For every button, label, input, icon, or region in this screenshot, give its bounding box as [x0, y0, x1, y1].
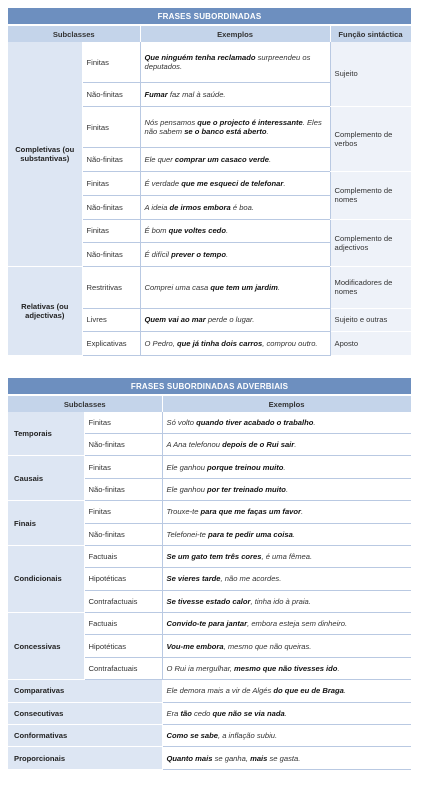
header-exemplos: Exemplos	[162, 395, 411, 412]
group-proporcionais: Proporcionais	[8, 747, 162, 770]
subclass-cell: Finitas	[82, 219, 140, 243]
subordinate-clause: tão	[180, 708, 192, 718]
example-cell	[140, 243, 330, 267]
sentence-text: , tinha ido à praia.	[250, 596, 311, 606]
group-conformativas: Conformativas	[8, 725, 162, 747]
sentence-text: É bom	[144, 226, 169, 236]
sentence-text: Ele demora mais a vir de Algés	[166, 686, 274, 696]
header-exemplos: Exemplos	[140, 25, 330, 42]
sentence-text: O Pedro,	[144, 339, 177, 349]
example-cell	[140, 332, 330, 356]
subclass-cell: Contrafactuais	[84, 657, 162, 679]
function-cell: Aposto	[330, 332, 411, 356]
subordinate-clause: depois de o Rui sair	[222, 440, 295, 450]
example-cell	[162, 657, 411, 679]
function-cell: Complemento de adjectivos	[330, 219, 411, 266]
example-cell	[162, 747, 411, 770]
subordinate-clause: Fumar	[144, 89, 168, 99]
sentence-text: A ideia	[144, 202, 170, 212]
sentence-text: faz mal à saúde.	[167, 89, 226, 99]
subordinate-clause: Se tivesse estado calor	[166, 596, 251, 606]
subordinate-clause: por ter treinado muito	[207, 484, 286, 494]
example-cell	[140, 195, 330, 219]
subclass-cell: Finitas	[82, 172, 140, 196]
subordinate-clause: que não se via nada	[212, 708, 285, 718]
subclass-cell: Contrafactuais	[84, 590, 162, 612]
example-cell	[162, 478, 411, 500]
group-consecutivas: Consecutivas	[8, 702, 162, 724]
header-subclasses: Subclasses	[8, 395, 162, 412]
example-cell	[140, 148, 330, 172]
function-cell: Sujeito e outras	[330, 308, 411, 332]
group-temporais: Temporais	[8, 412, 84, 456]
sentence-text: , é uma fêmea.	[261, 552, 313, 562]
sentence-text: Comprei uma casa	[144, 282, 211, 292]
group-condicionais: Condicionais	[8, 545, 84, 612]
subordinate-clause: Quem vai ao mar	[144, 315, 206, 325]
example-cell	[162, 568, 411, 590]
subclass-cell: Hipotéticas	[84, 635, 162, 657]
subordinate-clause: Vou-me embora	[166, 641, 224, 651]
subclass-cell: Finitas	[84, 456, 162, 478]
sentence-text: É difícil	[144, 250, 172, 260]
subclass-cell: Hipotéticas	[84, 568, 162, 590]
function-cell: Sujeito	[330, 42, 411, 106]
subordinate-clause: que voltes cedo	[168, 226, 226, 236]
sentence-text: é boa.	[230, 202, 254, 212]
example-cell	[162, 590, 411, 612]
subclass-cell: Factuais	[84, 545, 162, 567]
subclass-cell: Restritivas	[82, 266, 140, 308]
subordinate-clause: que já tinha dois carros	[177, 339, 263, 349]
sentence-text: .	[277, 282, 280, 292]
function-cell: Complemento de verbos	[330, 106, 411, 171]
subclass-cell: Não-finitas	[84, 478, 162, 500]
sentence-text: , embora esteja sem dinheiro.	[247, 619, 348, 629]
subclass-cell: Não-finitas	[82, 83, 140, 107]
subclass-cell: Não-finitas	[84, 523, 162, 545]
sentence-text: , a inflação subiu.	[218, 731, 278, 741]
example-cell	[140, 219, 330, 243]
sentence-text: .	[284, 708, 287, 718]
sentence-text: É verdade	[144, 178, 182, 188]
function-cell: Complemento de nomes	[330, 172, 411, 219]
example-cell	[162, 613, 411, 635]
example-cell	[140, 83, 330, 107]
example-cell	[140, 308, 330, 332]
table-title: FRASES SUBORDINADAS	[8, 8, 411, 25]
sentence-text: Trouxe-te	[166, 507, 201, 517]
subordinate-clause: que o projecto é interessante	[197, 118, 303, 128]
sentence-text: .	[285, 484, 289, 494]
subordinate-clause: de irmos embora	[169, 202, 231, 212]
sentence-text: Ele quer	[144, 155, 175, 165]
subordinate-clause: Como se sabe	[166, 731, 218, 741]
subordinate-clause: Se vieres tarde	[166, 574, 221, 584]
sentence-text: . Eles não sabem	[144, 118, 322, 137]
subordinate-clause: do que eu de Braga	[273, 686, 344, 696]
subclass-cell: Finitas	[84, 501, 162, 523]
subclass-cell: Livres	[82, 308, 140, 332]
group-concessivas: Concessivas	[8, 613, 84, 680]
example-cell	[162, 545, 411, 567]
sentence-text: .	[225, 226, 229, 236]
sentence-text: .	[266, 127, 269, 137]
example-cell	[140, 172, 330, 196]
subordinate-clause: Convido-te para jantar	[166, 619, 248, 629]
sentence-text: .	[283, 462, 286, 472]
table-title: FRASES SUBORDINADAS ADVERBIAIS	[8, 378, 411, 395]
sentence-text: .	[343, 686, 347, 696]
sentence-text: .	[225, 250, 229, 260]
sentence-text: Nós pensamos	[144, 118, 198, 128]
sentence-text: Ele ganhou	[166, 484, 208, 494]
table-frases-subordinadas	[8, 8, 412, 356]
example-cell	[162, 501, 411, 523]
subordinate-clause: comprar um casaco verde	[174, 155, 270, 165]
sentence-text: .	[337, 664, 340, 674]
example-cell	[140, 266, 330, 308]
sentence-text: Ele ganhou	[166, 462, 208, 472]
example-cell	[162, 725, 411, 747]
example-cell	[140, 42, 330, 83]
subclass-cell: Finitas	[82, 42, 140, 83]
sentence-text: perde o lugar.	[205, 315, 255, 325]
subclass-cell: Explicativas	[82, 332, 140, 356]
example-cell	[162, 412, 411, 433]
sentence-text: .	[313, 417, 316, 427]
group-finais: Finais	[8, 501, 84, 546]
example-cell	[162, 680, 411, 702]
group-comparativas: Comparativas	[8, 680, 162, 702]
subordinate-clause: mesmo que não tivesses ido	[234, 664, 338, 674]
sentence-text: Só volto	[166, 417, 197, 427]
sentence-text: se gasta.	[267, 753, 301, 763]
table-frases-adverbiais	[8, 378, 412, 770]
group-completivas: Completivas (ou substantivas)	[8, 42, 82, 266]
subordinate-clause: para que me faças um favor	[200, 507, 301, 517]
sentence-text: Era	[166, 708, 181, 718]
subordinate-clause: se o banco está aberto	[184, 127, 267, 137]
sentence-text: surpreendeu os deputados.	[144, 53, 311, 72]
header-subclasses: Subclasses	[8, 25, 140, 42]
subordinate-clause: que me esqueci de telefonar	[181, 178, 284, 188]
sentence-text: .	[269, 155, 272, 165]
subordinate-clause: Quanto mais	[166, 753, 213, 763]
subordinate-clause: Que ninguém tenha reclamado	[144, 53, 256, 63]
example-cell	[162, 433, 411, 455]
function-cell: Modificadores de nomes	[330, 266, 411, 308]
subclass-cell: Finitas	[84, 412, 162, 433]
subordinate-clause: Se um gato tem três cores	[166, 552, 262, 562]
sentence-text: .	[294, 440, 297, 450]
subclass-cell: Não-finitas	[82, 148, 140, 172]
example-cell	[162, 456, 411, 478]
group-relativas: Relativas (ou adjectivas)	[8, 266, 82, 355]
sentence-text: , comprou outro.	[262, 339, 318, 349]
sentence-text: O Rui ia mergulhar,	[166, 664, 235, 674]
subordinate-clause: para te pedir uma coisa	[208, 529, 293, 539]
sentence-text: se ganha,	[212, 753, 251, 763]
sentence-text: , não me acordes.	[220, 574, 282, 584]
sentence-text: .	[283, 178, 286, 188]
sentence-text: A Ana telefonou	[166, 440, 223, 450]
subclass-cell: Finitas	[82, 106, 140, 148]
sentence-text: , mesmo que não queiras.	[223, 641, 312, 651]
sentence-text: cedo	[191, 708, 213, 718]
subordinate-clause: que tem um jardim	[210, 282, 278, 292]
example-cell	[162, 635, 411, 657]
sentence-text: .	[301, 507, 304, 517]
header-funcao: Função sintáctica	[330, 25, 411, 42]
subordinate-clause: prever o tempo	[171, 250, 226, 260]
sentence-text: .	[292, 529, 295, 539]
example-cell	[162, 702, 411, 724]
sentence-text: Telefonei-te	[166, 529, 209, 539]
example-cell	[140, 106, 330, 148]
group-causais: Causais	[8, 456, 84, 501]
subclass-cell: Não-finitas	[84, 433, 162, 455]
subclass-cell: Não-finitas	[82, 243, 140, 267]
subordinate-clause: porque treinou muito	[207, 462, 284, 472]
subordinate-clause: mais	[250, 753, 268, 763]
example-cell	[162, 523, 411, 545]
subclass-cell: Não-finitas	[82, 195, 140, 219]
subclass-cell: Factuais	[84, 613, 162, 635]
subordinate-clause: quando tiver acabado o trabalho	[196, 417, 314, 427]
